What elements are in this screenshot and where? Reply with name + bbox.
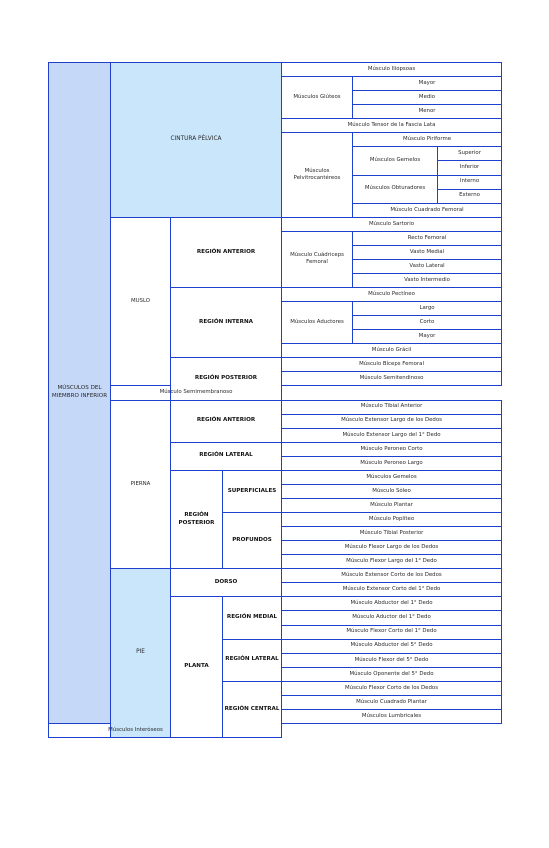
- classification-table: [48, 62, 502, 738]
- muscle-vasto-intermedio: Vasto Intermedio: [353, 273, 502, 287]
- pierna-region-anterior: REGIÓN ANTERIOR: [171, 400, 282, 442]
- muscle-abductor-1-dedo: Músculo Abductor del 1° Dedo: [282, 597, 502, 611]
- muscle-biceps-femoral: Músculo Bíceps Femoral: [282, 358, 502, 372]
- planta-region-central: REGIÓN CENTRAL: [223, 681, 282, 737]
- pierna-region-posterior: REGIÓN POSTERIOR: [171, 470, 223, 568]
- muscle-aductor-1-dedo: Músculo Aductor del 1° Dedo: [282, 611, 502, 625]
- muscle-gluteo-medio: Medio: [353, 91, 502, 105]
- muscle-semimembranoso: Músculo Semimembranoso: [111, 386, 282, 400]
- group-pelvitrocantereos: Músculos Pelvitrocantéreos: [282, 133, 353, 217]
- pie-planta: PLANTA: [171, 597, 223, 738]
- muscle-flexor-corto-1-dedo: Músculo Flexor Corto del 1° Dedo: [282, 625, 502, 639]
- group-aductores: Músculos Aductores: [282, 302, 353, 344]
- muscle-interoseos: Músculos Interóseos: [49, 723, 223, 737]
- muscle-tibial-anterior: Músculo Tibial Anterior: [282, 400, 502, 414]
- muscle-abductor-5-dedo: Músculo Abductor del 5° Dedo: [282, 639, 502, 653]
- region-cintura-pelvica: CINTURA PÉLVICA: [111, 63, 282, 218]
- planta-region-lateral: REGIÓN LATERAL: [223, 639, 282, 681]
- muscle-obturador-interno: Interno: [438, 175, 502, 189]
- muscle-iliopsoas: Músculo Iliopsoas: [282, 63, 502, 77]
- group-gemelos: Músculos Gemelos: [353, 147, 438, 175]
- muscle-vasto-lateral: Vasto Lateral: [353, 259, 502, 273]
- muscle-gemelo-inferior: Inferior: [438, 161, 502, 175]
- muscle-peroneo-largo: Músculo Peroneo Largo: [282, 456, 502, 470]
- muslo-region-posterior: REGIÓN POSTERIOR: [171, 358, 282, 400]
- region-muslo: MUSLO: [111, 217, 171, 386]
- muscle-extensor-largo-dedos: Músculo Extensor Largo de los Dedos: [282, 414, 502, 428]
- muscle-semitendinoso: Músculo Semitendinoso: [282, 372, 502, 386]
- muscle-extensor-largo-1-dedo: Músculo Extensor Largo del 1° Dedo: [282, 428, 502, 442]
- region-pie: PIE: [111, 569, 171, 738]
- muscle-extensor-corto-1-dedo: Músculo Extensor Corto del 1° Dedo: [282, 583, 502, 597]
- pierna-superficiales: SUPERFICIALES: [223, 470, 282, 512]
- muscle-gemelo-superior: Superior: [438, 147, 502, 161]
- muscle-aductor-corto: Corto: [353, 316, 502, 330]
- muscle-gluteo-mayor: Mayor: [353, 77, 502, 91]
- group-obturadores: Músculos Obturadores: [353, 175, 438, 203]
- muscle-pectineo: Músculo Pectíneo: [282, 288, 502, 302]
- group-cuadriceps: Músculo Cuádriceps Femoral: [282, 231, 353, 287]
- muscle-plantar: Músculo Plantar: [282, 498, 502, 512]
- muscle-piriforme: Músculo Piriforme: [353, 133, 502, 147]
- root-label: MÚSCULOS DEL MIEMBRO INFERIOR: [49, 63, 111, 724]
- muscle-recto-femoral: Recto Femoral: [353, 231, 502, 245]
- region-pierna: PIERNA: [111, 400, 171, 569]
- pie-dorso: DORSO: [171, 569, 282, 597]
- muscle-oponente-5-dedo: Músculo Oponente del 5° Dedo: [282, 667, 502, 681]
- muscle-tibial-posterior: Músculo Tibial Posterior: [282, 527, 502, 541]
- muscle-cuadrado-plantar: Músculo Cuadrado Plantar: [282, 695, 502, 709]
- muscle-vasto-medial: Vasto Medial: [353, 245, 502, 259]
- pierna-profundos: PROFUNDOS: [223, 513, 282, 569]
- muscle-flexor-largo-dedos: Músculo Flexor Largo de los Dedos: [282, 541, 502, 555]
- pierna-region-lateral: REGIÓN LATERAL: [171, 442, 282, 470]
- muscle-tensor-fascia-lata: Músculo Tensor de la Fascia Lata: [282, 119, 502, 133]
- muscle-cuadrado-femoral: Músculo Cuadrado Femoral: [353, 203, 502, 217]
- planta-region-medial: REGIÓN MEDIAL: [223, 597, 282, 639]
- muscle-soleo: Músculo Sóleo: [282, 484, 502, 498]
- muscle-aductor-largo: Largo: [353, 302, 502, 316]
- muscle-gemelos: Músculos Gemelos: [282, 470, 502, 484]
- muscle-classification-chart: [48, 62, 501, 738]
- muscle-gluteo-menor: Menor: [353, 105, 502, 119]
- muscle-peroneo-corto: Músculo Peroneo Corto: [282, 442, 502, 456]
- muslo-region-anterior: REGIÓN ANTERIOR: [171, 217, 282, 287]
- muslo-region-interna: REGIÓN INTERNA: [171, 288, 282, 358]
- muscle-flexor-largo-1-dedo: Músculo Flexor Largo del 1° Dedo: [282, 555, 502, 569]
- muscle-lumbricales: Músculos Lumbricales: [282, 709, 502, 723]
- muscle-popliteo: Músculo Poplíteo: [282, 513, 502, 527]
- muscle-flexor-corto-dedos: Músculo Flexor Corto de los Dedos: [282, 681, 502, 695]
- muscle-sartorio: Músculo Sartorio: [282, 217, 502, 231]
- muscle-flexor-5-dedo: Músculo Flexor del 5° Dedo: [282, 653, 502, 667]
- muscle-gracil: Músculo Grácil: [282, 344, 502, 358]
- muscle-obturador-externo: Externo: [438, 189, 502, 203]
- group-gluteos: Músculos Glúteos: [282, 77, 353, 119]
- muscle-aductor-mayor: Mayor: [353, 330, 502, 344]
- muscle-extensor-corto-dedos: Músculo Extensor Corto de los Dedos: [282, 569, 502, 583]
